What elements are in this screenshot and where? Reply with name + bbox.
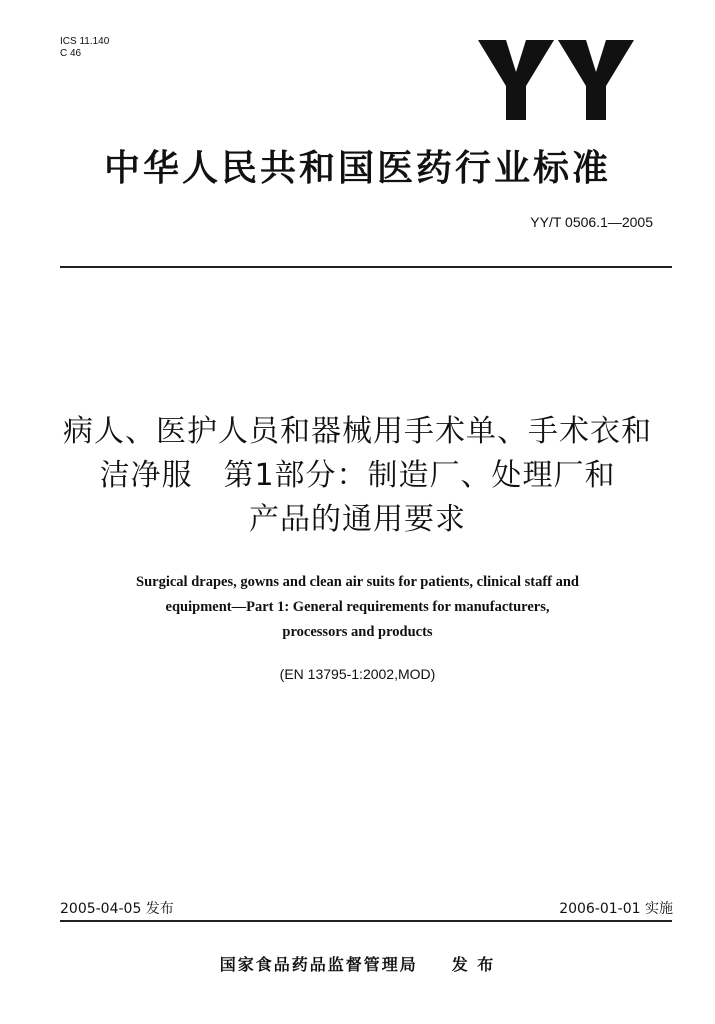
equivalence-note: (EN 13795-1:2002,MOD) — [279, 666, 436, 682]
header-divider — [60, 266, 672, 268]
english-title-line-1: Surgical drapes, gowns and clean air suits for patients, clinical staff and — [136, 574, 579, 590]
standard-number: YY/T 0506.1—2005 — [530, 214, 653, 230]
logo-letter-y1 — [478, 40, 554, 120]
english-title-line-3: processors and products — [282, 624, 433, 640]
yy-logo — [476, 34, 636, 124]
standard-category-title: 中华人民共和国医药行业标准 — [103, 148, 611, 189]
chinese-title-line-2: 洁净服 第1部分：制造厂、处理厂和 — [99, 458, 616, 493]
ics-code: ICS 11.140 — [60, 36, 110, 47]
logo-letter-y2 — [558, 40, 634, 120]
publisher-name: 国家食品药品监督管理局 — [219, 955, 418, 974]
issue-date: 2005-04-05 发布 — [60, 901, 174, 917]
chinese-title-line-1: 病人、医护人员和器械用手术单、手术衣和 — [63, 414, 652, 449]
publisher-action: 发 布 — [451, 955, 496, 974]
ccs-code: C 46 — [60, 48, 82, 59]
chinese-title-line-3: 产品的通用要求 — [249, 502, 466, 537]
classification-codes — [60, 36, 109, 60]
footer-divider — [60, 920, 672, 922]
english-title — [0, 570, 715, 645]
publisher-line — [0, 952, 715, 975]
english-title-line-2: equipment—Part 1: General requirements for manufacturers, — [165, 599, 550, 615]
implementation-date: 2006-01-01 实施 — [559, 901, 673, 917]
chinese-title — [0, 410, 715, 542]
